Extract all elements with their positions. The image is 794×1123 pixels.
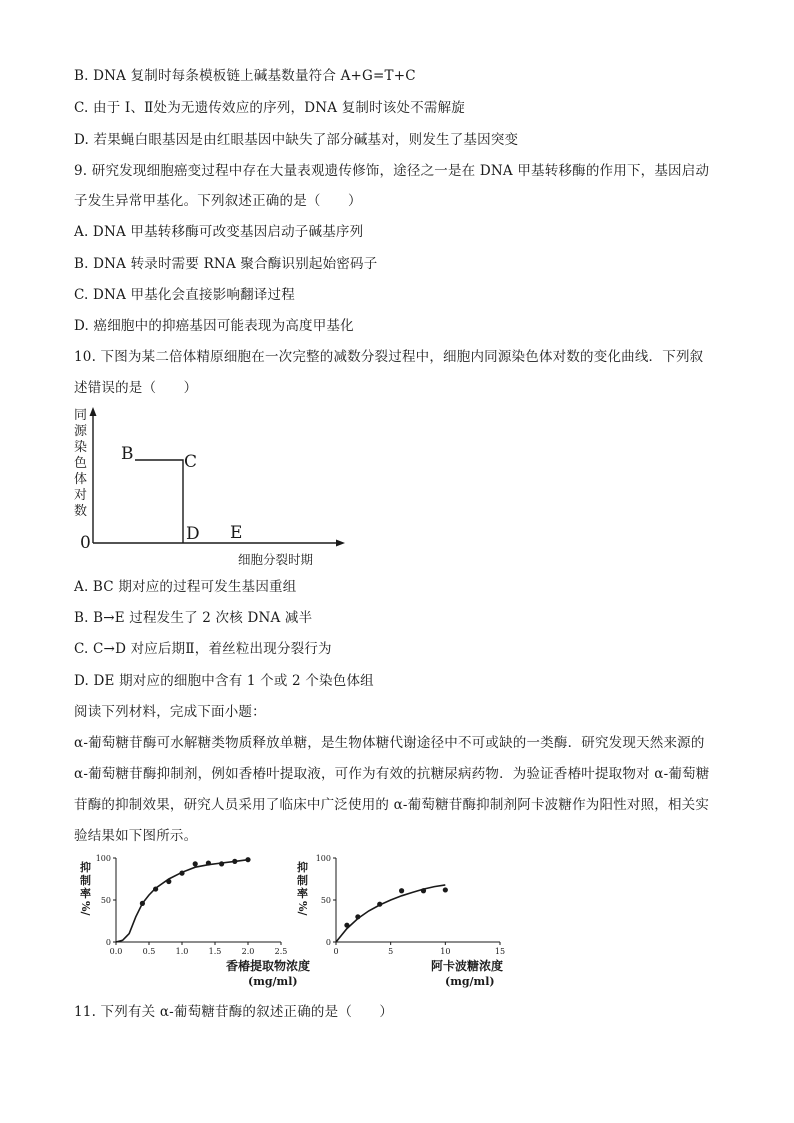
y-axis-label [79, 860, 92, 916]
y-label-char: 率 [80, 887, 91, 900]
x-tick-label: 5 [388, 947, 394, 956]
q9-stem-line-1: 9. 研究发现细胞癌变过程中存在大量表观遗传修饰，途径之一是在 DNA 甲基转移酶的作用下，基因启动 [74, 163, 710, 179]
x-tick-label: 15 [494, 947, 506, 956]
y-label-char: 体 [74, 472, 88, 487]
y-tick-label: 50 [320, 896, 331, 905]
y-label-char: 制 [80, 874, 91, 887]
data-point [153, 886, 158, 891]
x-axis-label: 细胞分裂时期 [238, 552, 314, 567]
y-label-char: 率 [297, 887, 308, 900]
material-line-2: α-葡萄糖苷酶抑制剂，例如香椿叶提取液，可作为有效的抗糖尿病药物．为验证香椿叶提取物对 α-葡萄糖 [74, 766, 710, 782]
axes [116, 858, 281, 942]
x-unit-label: (mg/ml) [248, 975, 298, 988]
q8-option-c: C. 由于 Ⅰ、Ⅱ处为无遗传效应的序列，DNA 复制时该处不需解旋 [74, 100, 466, 116]
y-label-char: 同 [74, 408, 88, 423]
x-tick-label: 2.5 [274, 947, 288, 956]
y-axis-arrow [90, 407, 97, 416]
data-point [140, 901, 145, 906]
q10-stem-line-1: 10. 下图为某二倍体精原细胞在一次完整的减数分裂过程中，细胞内同源染色体对数的变化曲线．下列叙 [74, 349, 704, 365]
point-e-label: E [230, 523, 243, 543]
data-point [166, 879, 171, 884]
q9-option-c: C. DNA 甲基化会直接影响翻译过程 [74, 287, 295, 303]
q9-option-a: A. DNA 甲基转移酶可改变基因启动子碱基序列 [74, 224, 364, 240]
y-unit-label: %/ [79, 901, 92, 916]
q10-option-b: B. B→E 过程发生了 2 次核 DNA 减半 [74, 610, 313, 626]
point-c-label: C [184, 452, 198, 472]
point-d-label: D [186, 524, 200, 544]
x-tick-label: 0.0 [109, 947, 123, 956]
q9-option-d: D. 癌细胞中的抑癌基因可能表现为高度甲基化 [74, 318, 354, 334]
x-tick-label: 10 [440, 947, 451, 956]
q10-option-d: D. DE 期对应的细胞中含有 1 个或 2 个染色体组 [74, 673, 374, 689]
x-tick-label: 0 [333, 947, 339, 956]
x-tick-label: 0.5 [142, 947, 156, 956]
data-point [443, 887, 448, 892]
y-label-char: 抑 [80, 861, 91, 874]
y-unit-label: %/ [296, 901, 309, 916]
y-label-char: 源 [74, 424, 88, 439]
x-tick-label: 2.0 [241, 947, 255, 956]
data-point [421, 888, 426, 893]
y-tick-label: 0 [105, 938, 111, 947]
data-point [232, 859, 237, 864]
y-axis-label [74, 408, 88, 519]
x-unit-label: (mg/ml) [445, 975, 495, 988]
y-label-char: 制 [297, 874, 308, 887]
material-intro: 阅读下列材料，完成下面小题： [74, 704, 266, 720]
x-axis-label: 香椿提取物浓度 [226, 959, 311, 973]
y-label-char: 抑 [297, 861, 308, 874]
y-label-char: 数 [74, 504, 88, 519]
y-tick-label: 0 [325, 938, 331, 947]
data-point [377, 902, 382, 907]
data-point [219, 861, 224, 866]
q8-option-b: B. DNA 复制时每条模板链上碱基数量符合 A+G=T+C [74, 68, 416, 84]
x-axis-label: 阿卡波糖浓度 [431, 959, 504, 973]
x-tick-label: 1.5 [208, 947, 222, 956]
x-axis-arrow [336, 540, 345, 547]
q10-option-a: A. BC 期对应的过程可发生基因重组 [74, 579, 297, 595]
y-tick-label: 100 [315, 854, 331, 863]
fit-curve [116, 860, 248, 942]
y-label-char: 色 [74, 456, 88, 471]
q10-option-c: C. C→D 对应后期Ⅱ，着丝粒出现分裂行为 [74, 641, 332, 657]
pairs-curve [135, 460, 183, 543]
y-label-char: 对 [74, 488, 88, 503]
q9-option-b: B. DNA 转录时需要 RNA 聚合酶识别起始密码子 [74, 256, 378, 272]
data-point [399, 888, 404, 893]
data-point [344, 923, 349, 928]
y-axis-label [296, 860, 309, 916]
axes [336, 858, 500, 942]
data-point [206, 860, 211, 865]
data-point [193, 861, 198, 866]
y-tick-label: 100 [95, 854, 111, 863]
y-label-char: 染 [74, 440, 88, 455]
data-point [179, 871, 184, 876]
data-point [355, 914, 360, 919]
q9-stem-line-2: 子发生异常甲基化。下列叙述正确的是（ ） [74, 193, 362, 209]
point-b-label: B [121, 444, 134, 464]
material-line-3: 苷酶的抑制效果，研究人员采用了临床中广泛使用的 α-葡萄糖苷酶抑制剂阿卡波糖作为阳性对照，相关实 [74, 797, 710, 813]
origin-label: 0 [80, 533, 91, 553]
y-tick-label: 50 [100, 896, 111, 905]
fit-curve [336, 885, 445, 942]
q10-stem-line-2: 述错误的是（ ） [74, 380, 198, 396]
q8-option-d: D. 若果蝇白眼基因是由红眼基因中缺失了部分碱基对，则发生了基因突变 [74, 132, 519, 148]
material-line-1: α-葡萄糖苷酶可水解糖类物质释放单糖，是生物体糖代谢途径中不可或缺的一类酶．研究发现天然来源的 [74, 735, 705, 751]
material-line-4: 验结果如下图所示。 [74, 828, 198, 844]
q11-stem: 11. 下列有关 α-葡萄糖苷酶的叙述正确的是（ ） [74, 1004, 394, 1020]
x-tick-label: 1.0 [175, 947, 189, 956]
data-point [245, 857, 250, 862]
